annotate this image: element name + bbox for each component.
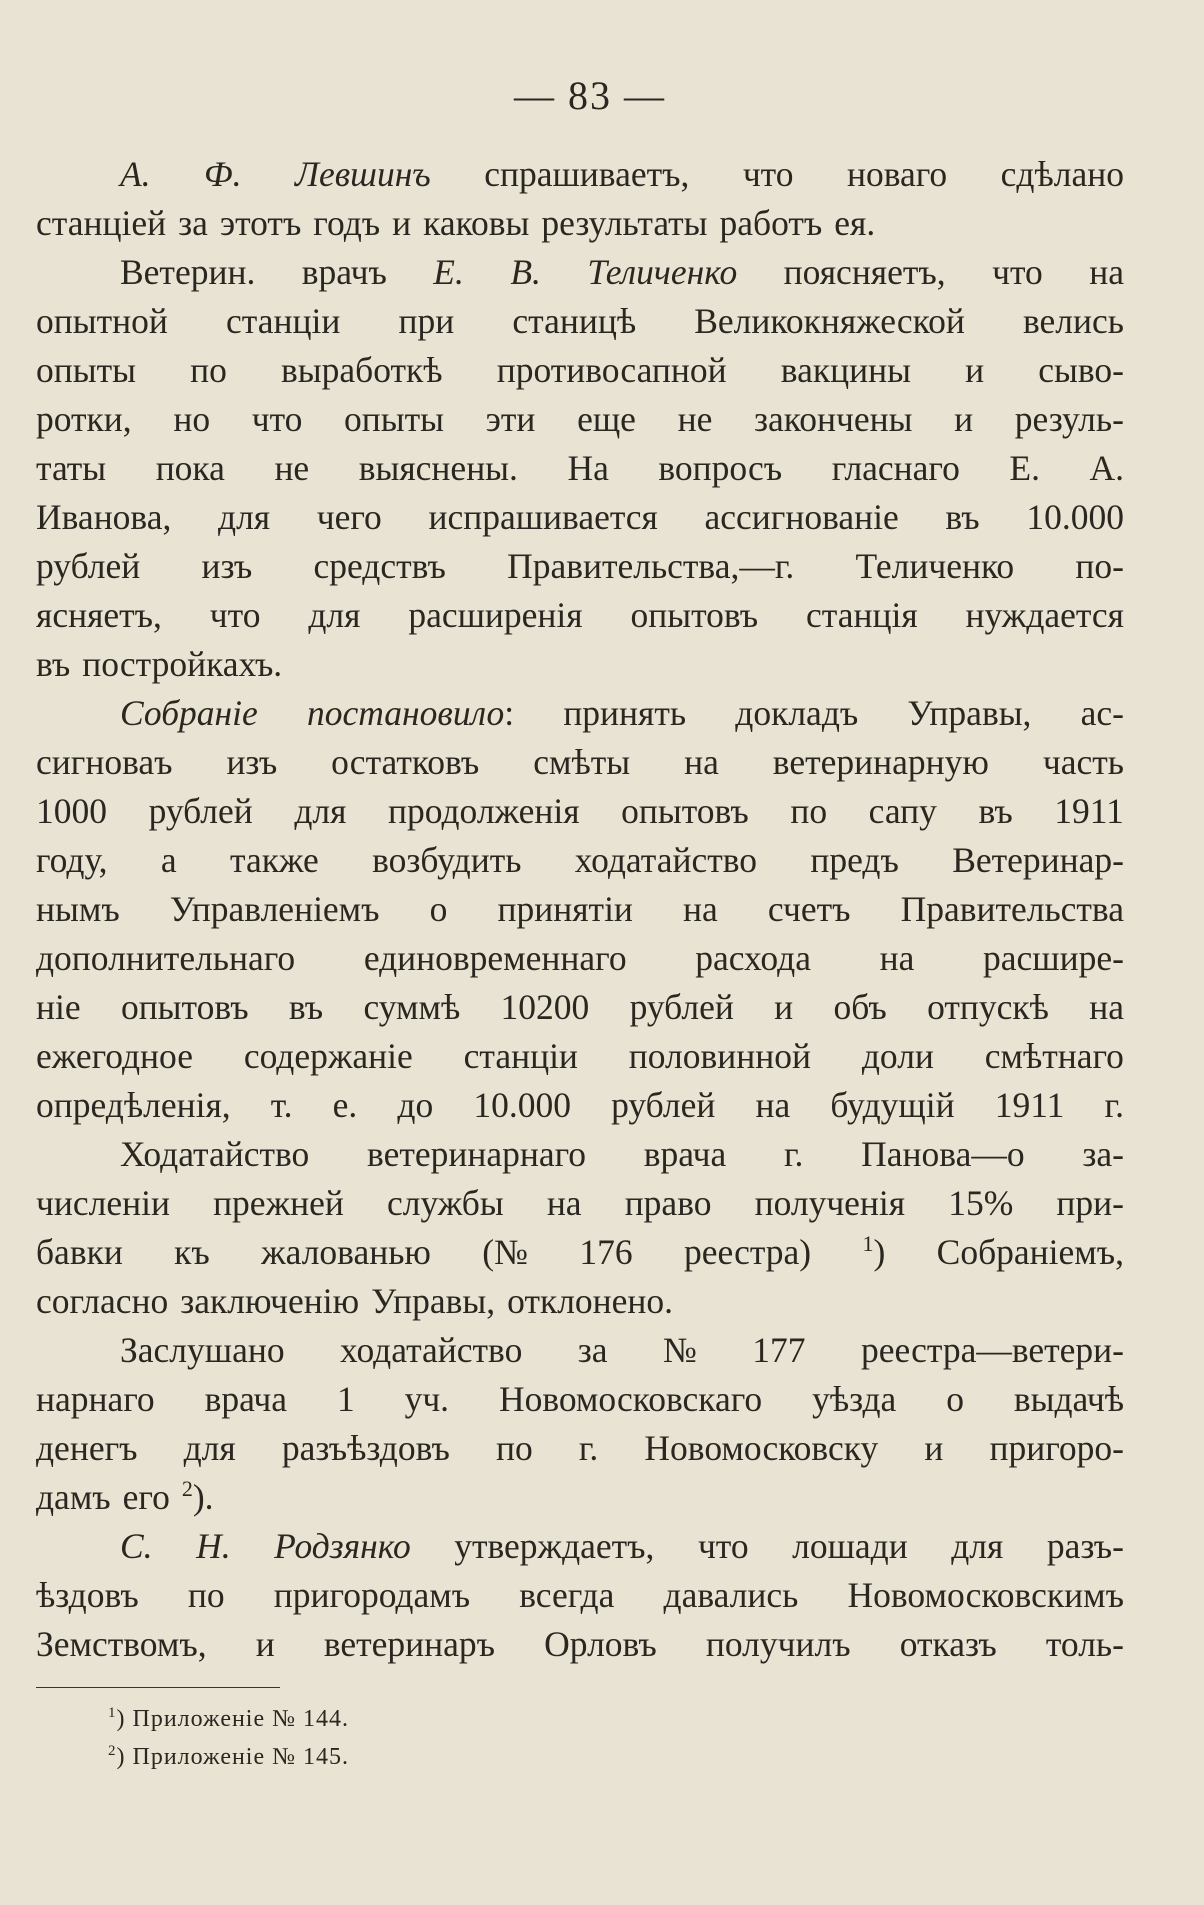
word: Правительства,—г.: [507, 546, 795, 586]
word: эти: [485, 399, 536, 439]
word: для: [294, 791, 347, 831]
word: за-: [1082, 1134, 1124, 1174]
word: выработкѣ: [281, 350, 443, 390]
word: сыво-: [1038, 350, 1124, 390]
word: содержаніе: [243, 1036, 413, 1076]
word: полученія: [754, 1183, 906, 1223]
footnote-mark: 1: [108, 1705, 117, 1721]
word: А.: [1089, 448, 1124, 488]
word: опытовъ: [630, 595, 759, 635]
word: выдачѣ: [1013, 1379, 1124, 1419]
word: въ: [978, 791, 1013, 831]
word: по: [495, 1428, 533, 1468]
word: не: [274, 448, 310, 488]
word: постановило:: [306, 693, 515, 733]
footnote-mark: 2: [108, 1743, 117, 1759]
word: опредѣленія,: [36, 1085, 231, 1125]
word: продолженія: [388, 791, 580, 831]
text-line: [36, 1277, 1124, 1326]
word: въ: [36, 644, 71, 684]
word: при: [398, 301, 455, 341]
word: и: [965, 350, 985, 390]
word: утверждаетъ,: [454, 1526, 655, 1566]
word: службы: [386, 1183, 504, 1223]
word: станціи: [226, 301, 341, 341]
text-line: [36, 934, 1124, 983]
word: ясняетъ,: [36, 595, 162, 635]
word: по: [190, 350, 227, 390]
word: разъ-: [1046, 1526, 1124, 1566]
word: дамъ: [36, 1477, 111, 1517]
word: испрашивается: [428, 497, 658, 537]
word: $^1$): [862, 1231, 886, 1272]
word: половинной: [628, 1036, 812, 1076]
text-line: [36, 1571, 1124, 1620]
word: и: [255, 1624, 275, 1664]
word: нарнаго: [36, 1379, 155, 1419]
word: Правительства: [900, 889, 1124, 929]
word: Земствомъ,: [36, 1624, 207, 1664]
word: Управленіемъ: [169, 889, 380, 929]
word: 10.000: [1026, 497, 1124, 537]
text-line: [36, 738, 1124, 787]
word: изъ: [226, 742, 278, 782]
word: отпускѣ: [927, 987, 1049, 1027]
word: расширенія: [408, 595, 583, 635]
word: ветеринаръ: [323, 1624, 496, 1664]
word: ветеринарнаго: [367, 1134, 587, 1174]
word: №: [662, 1330, 697, 1370]
word: ас-: [1080, 693, 1124, 733]
word: о: [429, 889, 448, 929]
text-line: [36, 1522, 1124, 1571]
word: поясняетъ,: [783, 252, 946, 292]
word: а: [160, 840, 177, 880]
word: станицѣ: [512, 301, 637, 341]
word: по-: [1075, 546, 1124, 586]
text-line: [36, 1473, 1124, 1522]
word: опытной: [36, 301, 168, 341]
text-line: [36, 1081, 1124, 1130]
word: Новомосковскимъ: [847, 1575, 1124, 1615]
body-text: [36, 150, 1124, 1669]
word: Иванова,: [36, 497, 172, 537]
word: отклонено.: [507, 1281, 674, 1321]
text-line: [36, 346, 1124, 395]
word: Великокняжеской: [694, 301, 965, 341]
word: по: [790, 791, 828, 831]
word: счетъ: [767, 889, 851, 929]
word: Теличенко: [587, 252, 738, 292]
text-line: [36, 1032, 1124, 1081]
word: получилъ: [705, 1624, 851, 1664]
word: работъ: [719, 203, 823, 243]
word: реестра—ветери-: [860, 1330, 1124, 1370]
word: еще: [577, 399, 636, 439]
word: за: [178, 203, 208, 243]
word: но: [173, 399, 211, 439]
word: Левшинъ: [294, 154, 431, 194]
word: рублей: [148, 791, 253, 831]
word: Н.: [196, 1526, 231, 1566]
word: также: [230, 840, 319, 880]
word: ветеринарную: [772, 742, 989, 782]
word: е.: [332, 1085, 358, 1125]
word: врача: [204, 1379, 288, 1419]
word: Е.: [433, 252, 464, 292]
text-line: [36, 885, 1124, 934]
word: результаты: [541, 203, 708, 243]
word: пока: [155, 448, 225, 488]
word: уѣзда: [812, 1379, 897, 1419]
word: Новомосковску: [644, 1428, 879, 1468]
text-line: [36, 1326, 1124, 1375]
word: Управы,: [907, 693, 1032, 733]
text-line: [36, 591, 1124, 640]
word: таты: [36, 448, 107, 488]
word: о: [946, 1379, 964, 1419]
text-line: [36, 1375, 1124, 1424]
word: $^2$).: [181, 1476, 214, 1517]
word: дополнительнаго: [36, 938, 296, 978]
text-line: [36, 1179, 1124, 1228]
word: и: [774, 987, 794, 1027]
text-line: [36, 199, 1124, 248]
word: рублей: [611, 1085, 716, 1125]
word: 15%: [948, 1183, 1014, 1223]
word: за: [577, 1330, 608, 1370]
word: смѣты: [533, 742, 631, 782]
word: рублей: [629, 987, 734, 1027]
word: пригоро-: [989, 1428, 1124, 1468]
word: право: [624, 1183, 712, 1223]
word: что: [251, 399, 303, 439]
text-line: [36, 1130, 1124, 1179]
word: Ходатайство: [120, 1134, 310, 1174]
word: А.: [120, 154, 151, 194]
word: принятіи: [497, 889, 633, 929]
word: нымъ: [36, 889, 120, 929]
text-line: [36, 1424, 1124, 1473]
word: ея.: [834, 203, 876, 243]
word: будущій: [830, 1085, 955, 1125]
word: до: [397, 1085, 434, 1125]
word: и: [392, 203, 412, 243]
word: 176: [579, 1232, 633, 1272]
text-line: [36, 493, 1124, 542]
word: сигноваъ: [36, 742, 173, 782]
word: расшире-: [983, 938, 1124, 978]
word: сапу: [868, 791, 937, 831]
word: противосапной: [496, 350, 727, 390]
word: станціи: [463, 1036, 578, 1076]
word: опыты: [344, 399, 445, 439]
word: Управы,: [371, 1281, 496, 1321]
word: 1911: [994, 1085, 1065, 1125]
word: т.: [270, 1085, 293, 1125]
word: гласнаго: [831, 448, 960, 488]
word: годъ: [313, 203, 381, 243]
text-line: [36, 640, 1124, 689]
text-line: [36, 248, 1124, 297]
text-line: [36, 395, 1124, 444]
word: Ветерин.: [120, 252, 256, 292]
word: Новомосковскаго: [498, 1379, 763, 1419]
word: давались: [663, 1575, 799, 1615]
footnote: [108, 1700, 349, 1738]
word: ходатайство: [574, 840, 758, 880]
word: Ф.: [204, 154, 242, 194]
word: отказъ: [899, 1624, 997, 1664]
word: и: [954, 399, 974, 439]
text-line: [36, 542, 1124, 591]
word: опыты: [36, 350, 136, 390]
word: станціей: [36, 203, 167, 243]
word: Собраніемъ,: [936, 1232, 1124, 1272]
page-number: — 83 —: [514, 73, 666, 118]
word: ассигнованіе: [704, 497, 899, 537]
text-line: [36, 297, 1124, 346]
text-line: [36, 150, 1124, 199]
word: пригородамъ: [273, 1575, 471, 1615]
word: резуль-: [1014, 399, 1124, 439]
text-line: [36, 689, 1124, 738]
word: согласно: [36, 1281, 169, 1321]
word: Родзянко: [274, 1526, 411, 1566]
footnote-rule: [36, 1687, 280, 1688]
word: всегда: [519, 1575, 615, 1615]
word: каковы: [423, 203, 530, 243]
text-line: [36, 1620, 1124, 1669]
word: уч.: [404, 1379, 450, 1419]
word: на: [684, 742, 719, 782]
word: 177: [752, 1330, 806, 1370]
word: для: [183, 1428, 236, 1468]
word: врачъ: [301, 252, 387, 292]
word: изъ: [201, 546, 253, 586]
word: и: [924, 1428, 944, 1468]
word: для: [218, 497, 271, 537]
word: жалованью: [261, 1232, 431, 1272]
word: на: [1089, 987, 1124, 1027]
word: ніе: [36, 987, 81, 1027]
word: лошади: [792, 1526, 908, 1566]
word: принять: [563, 693, 687, 733]
word: г.: [783, 1134, 804, 1174]
text-line: [36, 836, 1124, 885]
word: сдѣлано: [1000, 154, 1124, 194]
word: ходатайство: [340, 1330, 523, 1370]
word: В.: [510, 252, 541, 292]
word: велись: [1022, 301, 1124, 341]
word: закончены: [754, 399, 913, 439]
word: Орловъ: [544, 1624, 657, 1664]
text-line: [36, 787, 1124, 836]
word: ѣздовъ: [36, 1575, 139, 1615]
word: смѣтнаго: [984, 1036, 1124, 1076]
word: вопросъ: [658, 448, 783, 488]
word: къ: [174, 1232, 210, 1272]
word: не: [677, 399, 713, 439]
word: г.: [1104, 1085, 1124, 1125]
word: опытовъ: [120, 987, 249, 1027]
word: для: [308, 595, 361, 635]
word: въ: [945, 497, 980, 537]
word: врача: [643, 1134, 727, 1174]
word: на: [879, 938, 915, 978]
word: по: [187, 1575, 225, 1615]
word: реестра): [683, 1232, 812, 1272]
word: бавки: [36, 1232, 123, 1272]
word: 10.000: [473, 1085, 571, 1125]
word: доли: [861, 1036, 934, 1076]
word: на: [755, 1085, 791, 1125]
word: единовременнаго: [363, 938, 627, 978]
word: ежегодное: [36, 1036, 193, 1076]
footnote-text: ) Приложеніе № 145.: [116, 1744, 350, 1770]
word: На: [567, 448, 609, 488]
word: Ветеринар-: [952, 840, 1124, 880]
word: предъ: [810, 840, 899, 880]
word: Е.: [1009, 448, 1040, 488]
word: станція: [806, 595, 918, 635]
word: Заслушано: [120, 1330, 285, 1370]
word: его: [122, 1477, 170, 1517]
word: что: [209, 595, 261, 635]
word: часть: [1042, 742, 1124, 782]
word: новаго: [846, 154, 948, 194]
word: расхода: [695, 938, 811, 978]
footnotes: [108, 1700, 349, 1776]
word: для: [951, 1526, 1004, 1566]
word: при-: [1056, 1183, 1124, 1223]
word: С.: [120, 1526, 153, 1566]
word: вакцины: [780, 350, 911, 390]
word: денегъ: [36, 1428, 138, 1468]
word: что: [697, 1526, 749, 1566]
footnote-text: ) Приложеніе № 144.: [116, 1706, 350, 1732]
word: этотъ: [219, 203, 302, 243]
footnote: [108, 1738, 349, 1776]
word: ротки,: [36, 399, 132, 439]
word: остатковъ: [331, 742, 480, 782]
word: году,: [36, 840, 108, 880]
word: въ: [288, 987, 324, 1027]
word: 1: [336, 1379, 355, 1419]
word: опытовъ: [621, 791, 749, 831]
word: возбудить: [372, 840, 522, 880]
word: средствъ: [313, 546, 446, 586]
word: 1911: [1054, 791, 1124, 831]
word: Панова—о: [861, 1134, 1025, 1174]
word: толь-: [1045, 1624, 1124, 1664]
word: нуждается: [965, 595, 1124, 635]
word: на: [683, 889, 718, 929]
word: что: [992, 252, 1043, 292]
word: заключенію: [180, 1281, 360, 1321]
word: докладъ: [735, 693, 859, 733]
text-line: [36, 1228, 1124, 1277]
text-line: [36, 444, 1124, 493]
word: чего: [316, 497, 382, 537]
text-line: [36, 983, 1124, 1032]
word: 10200: [500, 987, 590, 1027]
word: Теличенко: [855, 546, 1015, 586]
word: на: [546, 1183, 582, 1223]
word: (№: [482, 1232, 528, 1272]
word: 1000: [36, 791, 107, 831]
word: разъѣздовъ: [281, 1428, 450, 1468]
word: объ: [833, 987, 887, 1027]
word: постройкахъ.: [82, 644, 283, 684]
word: на: [1089, 252, 1124, 292]
word: численіи: [36, 1183, 170, 1223]
word: что: [742, 154, 794, 194]
word: спрашиваетъ,: [484, 154, 690, 194]
word: Собраніе: [120, 693, 258, 733]
word: выяснены.: [358, 448, 518, 488]
word: рублей: [36, 546, 141, 586]
word: суммѣ: [363, 987, 461, 1027]
word: г.: [578, 1428, 599, 1468]
word: прежней: [213, 1183, 344, 1223]
